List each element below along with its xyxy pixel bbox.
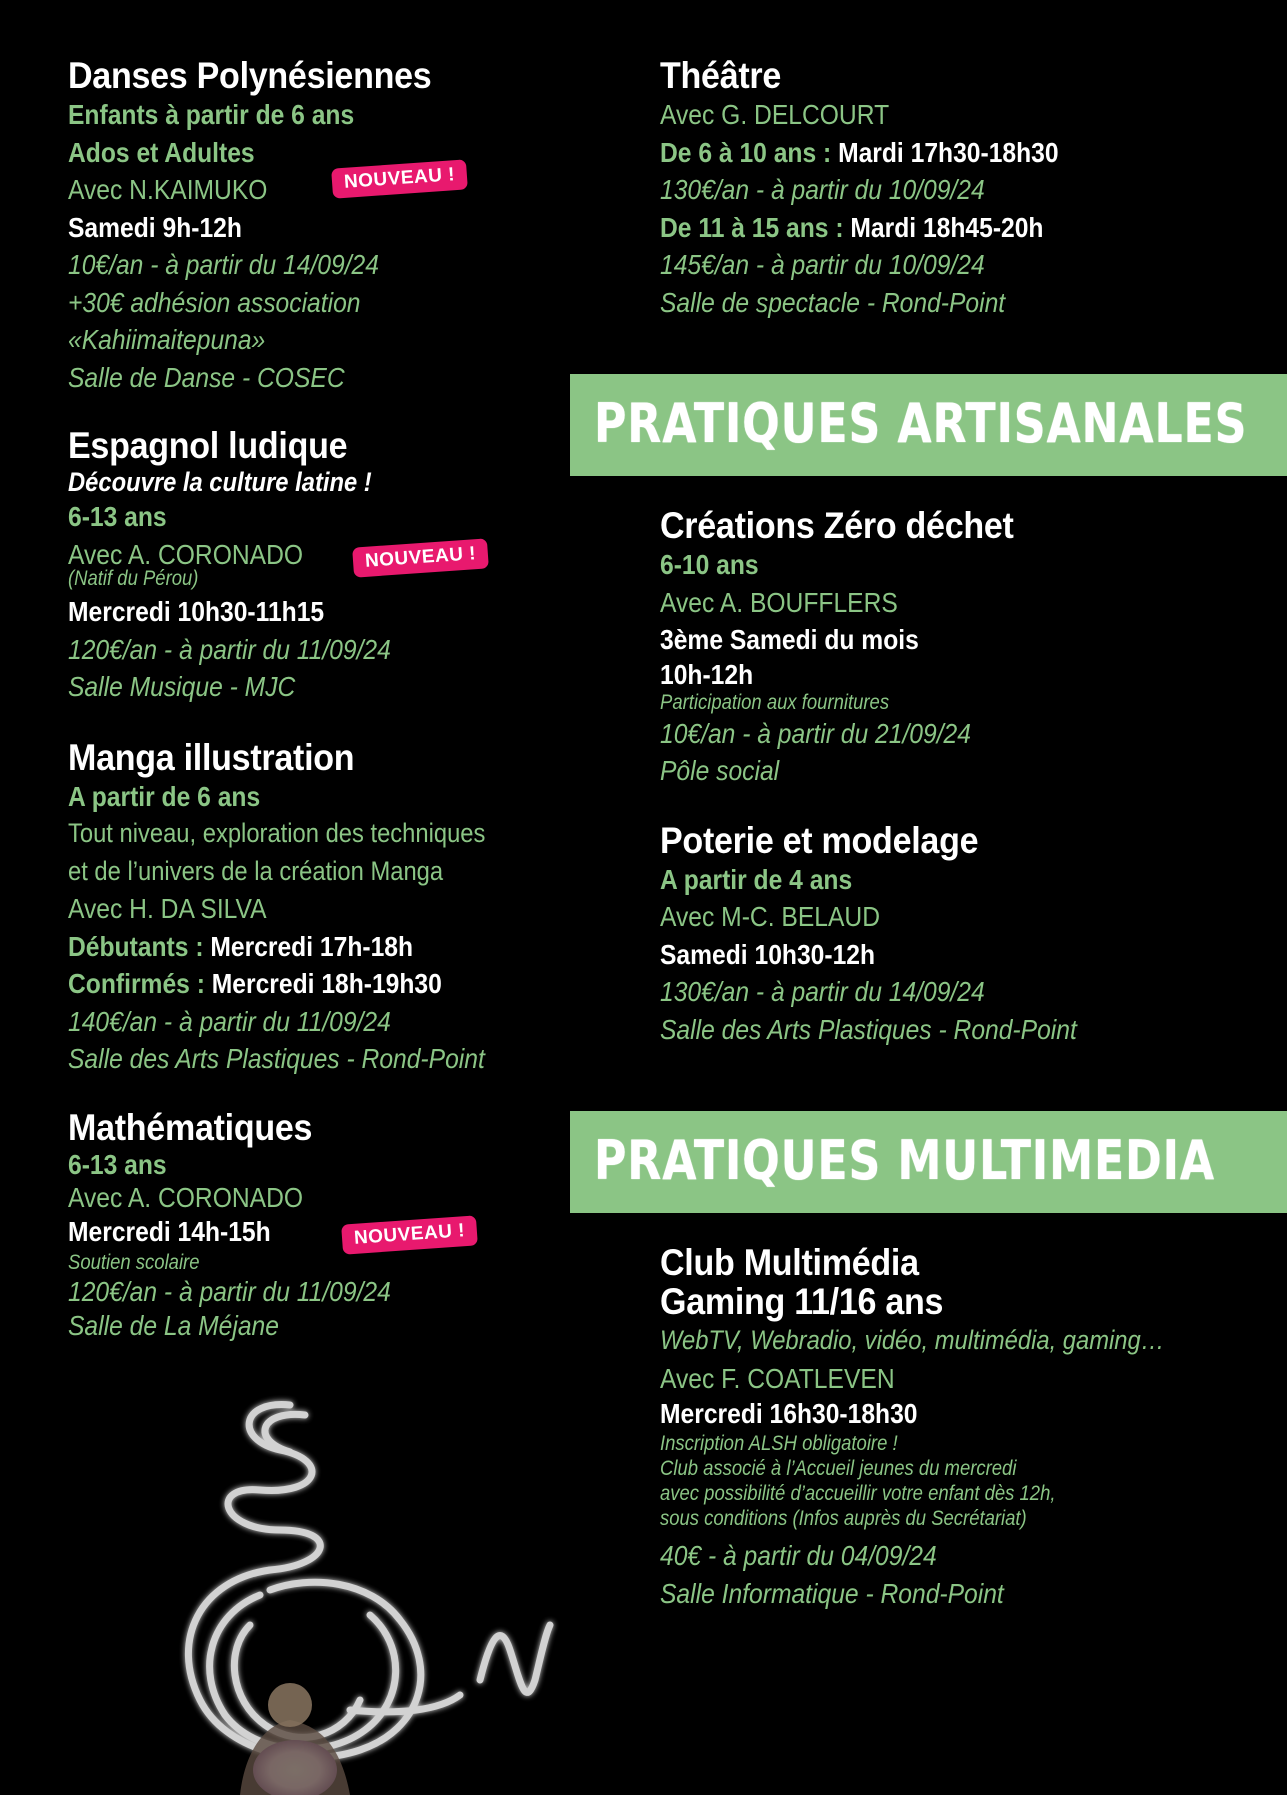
description: Tout niveau, exploration des techniques <box>68 818 486 848</box>
schedule-beginners <box>68 928 508 966</box>
location: Salle de Danse - COSEC <box>68 361 345 393</box>
level-time: Mercredi 17h-18h <box>210 930 414 962</box>
schedule: Mercredi 10h30-11h15 <box>68 596 325 627</box>
price: 10€/an - à partir du 14/09/24 <box>68 249 379 280</box>
location: Salle de La Méjane <box>68 1309 279 1341</box>
age-range: 6-13 ans <box>68 501 167 532</box>
activity-title: Espagnol ludique <box>68 425 348 466</box>
left-column <box>68 56 568 1343</box>
right-column-artisanales <box>660 506 1260 1048</box>
level-time: Mercredi 18h-19h30 <box>211 968 442 999</box>
activity-theatre <box>660 56 1260 321</box>
teacher-note: (Natif du Pérou) <box>68 567 199 590</box>
teacher: Avec A. CORONADO <box>68 1181 304 1213</box>
activity-espagnol <box>68 426 568 706</box>
teacher: Avec A. CORONADO <box>68 538 304 570</box>
location: Pôle social <box>660 755 780 786</box>
age-range: 6-10 ans <box>660 549 759 580</box>
description: et de l’univers de la création Manga <box>68 855 444 886</box>
level-label: Confirmés : <box>68 968 205 999</box>
activity-subtitle: Gaming 11/16 ans <box>660 1281 944 1322</box>
light-painting-photo <box>140 1380 640 1795</box>
price: 120€/an - à partir du 11/09/24 <box>68 1275 391 1307</box>
group-time: Mardi 18h45-20h <box>850 211 1044 243</box>
extra-fee: +30€ adhésion association <box>68 286 361 318</box>
schedule: Samedi 9h-12h <box>68 211 242 243</box>
level-label: Débutants : <box>68 930 204 962</box>
age-range: A partir de 6 ans <box>68 780 261 812</box>
location: Salle de spectacle - Rond-Point <box>660 286 1006 318</box>
price: 130€/an - à partir du 10/09/24 <box>660 174 985 205</box>
schedule: Samedi 10h30-12h <box>660 938 876 970</box>
price: 40€ - à partir du 04/09/24 <box>660 1540 937 1571</box>
location: Salle Musique - MJC <box>68 671 296 702</box>
price: 145€/an - à partir du 10/09/24 <box>660 249 985 280</box>
note: Club associé à l’Accueil jeunes du mercredi <box>660 1457 1017 1480</box>
price: 130€/an - à partir du 14/09/24 <box>660 976 985 1007</box>
group-label: De 11 à 15 ans : <box>660 211 844 243</box>
new-badge: NOUVEAU ! <box>341 1215 478 1254</box>
teacher: Avec A. BOUFFLERS <box>660 586 898 618</box>
activity-title: Danses Polynésiennes <box>68 55 432 96</box>
group-11-15 <box>660 209 1188 247</box>
activity-poterie <box>660 821 1260 1049</box>
schedule: Mercredi 14h-15h <box>68 1215 271 1247</box>
age-range: Ados et Adultes <box>68 136 255 168</box>
note: Soutien scolaire <box>68 1250 200 1274</box>
schedule: Mercredi 16h30-18h30 <box>660 1398 918 1429</box>
location: Salle Informatique - Rond-Point <box>660 1577 1004 1609</box>
right-column <box>660 56 1260 321</box>
price: 10€/an - à partir du 21/09/24 <box>660 717 971 749</box>
teacher: Avec F. COATLEVEN <box>660 1362 895 1394</box>
activity-danses <box>68 56 568 396</box>
age-range: Enfants à partir de 6 ans <box>68 99 355 130</box>
section-title: PRATIQUES ARTISANALES <box>594 392 1248 455</box>
schedule: 3ème Samedi du mois <box>660 624 919 655</box>
activity-zero-dechet <box>660 506 1260 790</box>
note: Participation aux fournitures <box>660 690 890 714</box>
association-name: «Kahiimaitepuna» <box>68 324 266 355</box>
teacher: Avec H. DA SILVA <box>68 893 267 924</box>
schedule-confirmed <box>68 965 508 1003</box>
activity-title: Créations Zéro déchet <box>660 505 1014 546</box>
right-column-multimedia <box>660 1244 1280 1612</box>
teacher: Avec M-C. BELAUD <box>660 901 880 932</box>
activity-title: Poterie et modelage <box>660 819 979 861</box>
new-badge: NOUVEAU ! <box>331 159 468 198</box>
activity-title: Mathématiques <box>68 1106 313 1148</box>
schedule-hours: 10h-12h <box>660 658 754 690</box>
group-label: De 6 à 10 ans : <box>660 136 832 168</box>
price: 140€/an - à partir du 11/09/24 <box>68 1005 391 1037</box>
price: 120€/an - à partir du 11/09/24 <box>68 633 391 665</box>
location: Salle des Arts Plastiques - Rond-Point <box>660 1013 1077 1045</box>
teacher: Avec N.KAIMUKO <box>68 174 268 205</box>
note: Inscription ALSH obligatoire ! <box>660 1432 898 1455</box>
teacher: Avec G. DELCOURT <box>660 99 890 130</box>
activity-title: Club Multimédia <box>660 1242 919 1283</box>
new-badge: NOUVEAU ! <box>352 538 489 577</box>
age-range: A partir de 4 ans <box>660 863 853 895</box>
note: avec possibilité d’accueillir votre enfant dès 12h, <box>660 1482 1056 1505</box>
section-banner-artisanales <box>570 374 1287 476</box>
tagline: Découvre la culture latine ! <box>68 467 372 497</box>
section-title: PRATIQUES MULTIMEDIA <box>594 1129 1216 1192</box>
activity-club-multimedia <box>660 1244 1280 1612</box>
note: sous conditions (Infos auprès du Secrétariat) <box>660 1507 1027 1530</box>
group-6-10 <box>660 134 1188 172</box>
location: Salle des Arts Plastiques - Rond-Point <box>68 1043 485 1074</box>
description: WebTV, Webradio, vidéo, multimédia, gaming… <box>660 1325 1165 1355</box>
activity-maths <box>68 1108 568 1343</box>
activity-title: Théâtre <box>660 55 782 96</box>
activity-title: Manga illustration <box>68 736 355 778</box>
activity-manga <box>68 738 568 1078</box>
group-time: Mardi 17h30-18h30 <box>838 136 1059 168</box>
section-banner-multimedia <box>570 1111 1287 1213</box>
age-range: 6-13 ans <box>68 1148 167 1180</box>
